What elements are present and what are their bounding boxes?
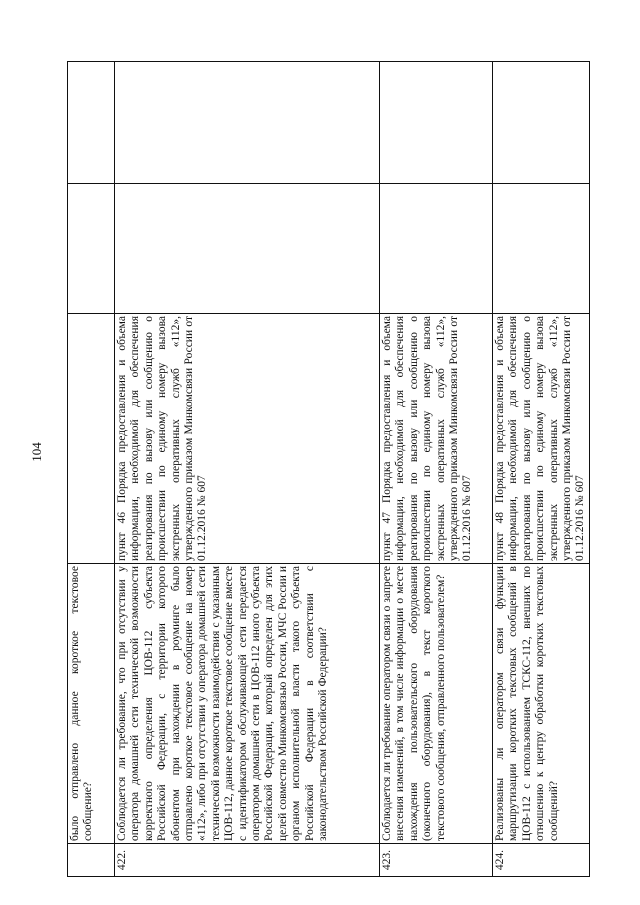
table-row (493, 62, 590, 877)
legal-reference: пункт 47 Порядка предоставления и объема информации, необходимой для обеспечения реагирования по вызову или сообщению о происшествии по единому номеру вызова экстренных оперативных служб «112», утвержденного приказом Минкомсвязи России от 01.12.2016 № 607 (380, 314, 493, 564)
empty-cell (68, 184, 115, 314)
row-number: 423. (380, 844, 493, 877)
requirement-question: Реализованы ли оператором связи функции маршрутизации коротких текстовых сообщений в ЦОВ-112 с использованием ТСКС-112, внешних по отношению к центру обработки коротких текстовых сообщений? (493, 564, 590, 844)
empty-cell (380, 184, 493, 314)
table-row (68, 62, 115, 877)
table-row (380, 62, 493, 877)
requirement-question: Соблюдается ли требование оператором связи о запрете внесения изменений, в том числе информации о месте нахождения пользовательского оборудования (оконечного оборудования), в текст короткого текстового сообщения, отправленного пользователем? (380, 564, 493, 844)
row-number: 424. (493, 844, 590, 877)
requirements-table (67, 61, 590, 877)
empty-cell (115, 62, 380, 184)
empty-cell (380, 62, 493, 184)
empty-cell (493, 184, 590, 314)
empty-cell (493, 62, 590, 184)
requirement-question: Соблюдается ли требование, что при отсутствии у оператора домашней сети технической возможности корректного определения ЦОВ-112 субъекта Российской Федерации, с территории которого абонентом при нахождении в роуминге было отправлено короткое текстовое сообщение на номер «112», либо при отсутствии у оператора домашней сети технической возможности взаимодействия с указанным ЦОВ-112, данное короткое текстовое сообщение вместе с идентификатором обслуживающей сети передается оператором домашней сети в ЦОВ-112 иного субъекта Российской Федерации, который определен для этих целей совместно Минкомсвязью России, МЧС России и органом исполнительной власти такого субъекта Российской Федерации в соответствии с законодательством Российской Федерации? (115, 564, 380, 844)
rotated-table-wrapper (67, 87, 587, 877)
legal-reference: пункт 46 Порядка предоставления и объема информации, необходимой для обеспечения реагирования по вызову или сообщению о происшествии по единому номеру вызова экстренных оперативных служб «112», утвержденного приказом Минкомсвязи России от 01.12.2016 № 607 (115, 314, 380, 564)
requirement-question: было отправлено данное короткое текстовое сообщение? (68, 564, 115, 844)
table-row (115, 62, 380, 877)
row-number (68, 844, 115, 877)
row-number: 422. (115, 844, 380, 877)
empty-cell (68, 62, 115, 184)
legal-reference (68, 314, 115, 564)
page-number: 104 (29, 442, 44, 462)
empty-cell (115, 184, 380, 314)
legal-reference: пункт 48 Порядка предоставления и объема информации, необходимой для обеспечения реагирования по вызову или сообщению о происшествии по единому номеру вызова экстренных оперативных служб «112», утвержденного приказом Минкомсвязи России от 01.12.2016 № 607 (493, 314, 590, 564)
